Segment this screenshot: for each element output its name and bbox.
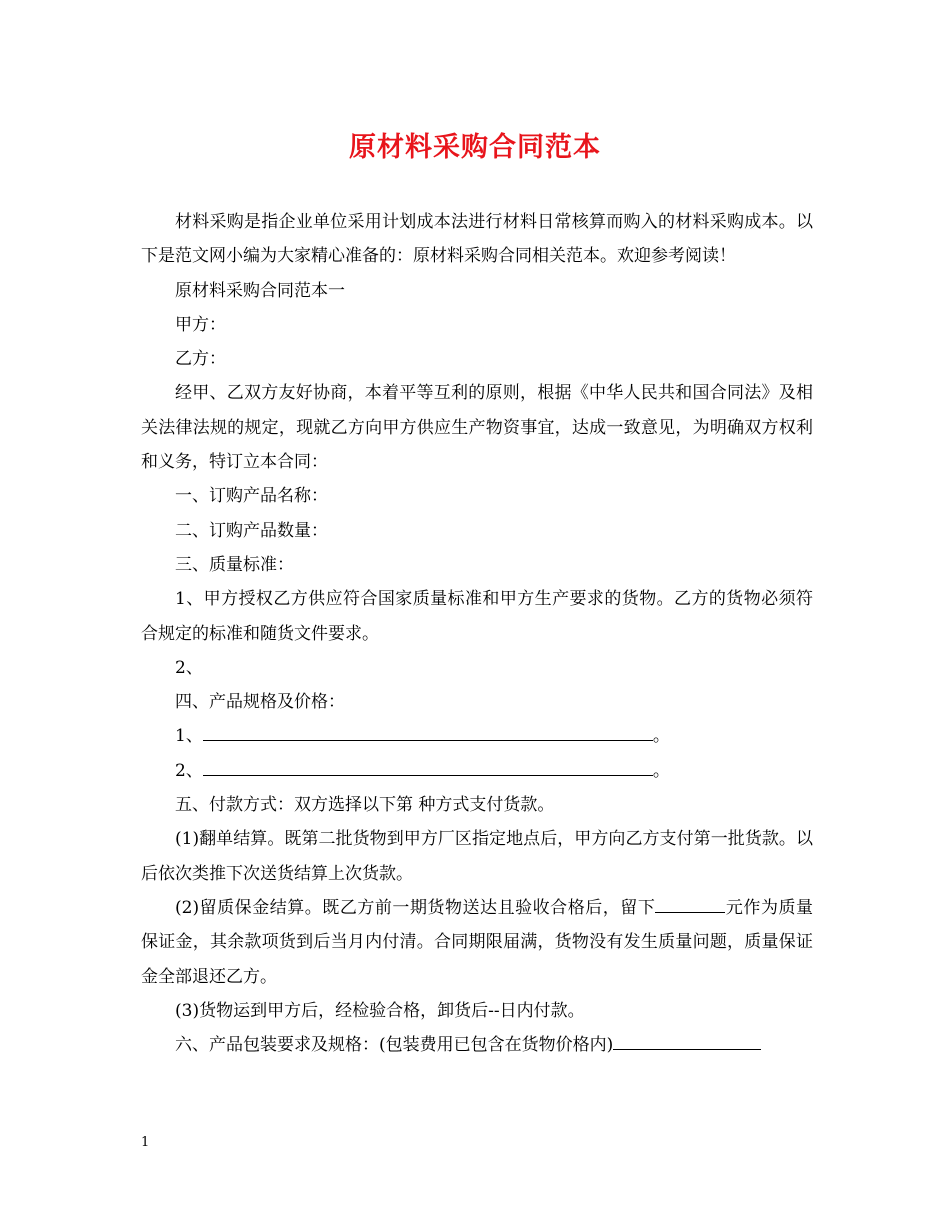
quality-standard-clause: 三、质量标准： bbox=[175, 554, 294, 575]
payment-option-2-text-b: 元作为质量保证金，其余款项货到后当月内付清。合同期限届满，货物没有发生质量问题，质量保证金全部退还乙方。 bbox=[141, 897, 814, 987]
spec-line-2-blank bbox=[203, 756, 653, 776]
page-number: 1 bbox=[141, 1135, 150, 1150]
document-title: 原材料采购合同范本 bbox=[349, 132, 601, 163]
spec-line-2-prefix: 2、 bbox=[175, 760, 203, 781]
packaging-blank bbox=[613, 1030, 761, 1050]
payment-option-1: (1)翻单结算。既第二批货物到甲方厂区指定地点后，甲方向乙方支付第一批货款。以后依次类推下次送货结算上次货款。 bbox=[141, 829, 813, 884]
spec-line-1 bbox=[141, 719, 813, 753]
quality-item-1: 1、甲方授权乙方供应符合国家质量标准和甲方生产要求的货物。乙方的货物必须符合规定的标准和随货文件要求。 bbox=[141, 589, 813, 644]
spec-price-clause: 四、产品规格及价格： bbox=[175, 692, 345, 713]
packaging-clause bbox=[141, 1028, 813, 1062]
document-body bbox=[141, 205, 813, 1062]
contract-heading: 原材料采购合同范本一 bbox=[175, 280, 345, 301]
preamble-paragraph: 经甲、乙双方友好协商，本着平等互利的原则，根据《中华人民共和国合同法》及相关法律法规的规定，现就乙方向甲方供应生产物资事宜，达成一致意见，为明确双方权利和义务，特订立本合同： bbox=[141, 383, 813, 473]
spec-line-1-prefix: 1、 bbox=[175, 726, 203, 747]
payment-method-clause: 五、付款方式：双方选择以下第 种方式支付货款。 bbox=[175, 795, 555, 816]
quality-item-2: 2、 bbox=[175, 657, 203, 678]
spec-line-2 bbox=[141, 754, 813, 788]
payment-option-3: (3)货物运到甲方后，经检验合格，卸货后--日内付款。 bbox=[175, 1000, 585, 1021]
spec-line-1-suffix: 。 bbox=[652, 726, 670, 747]
product-name-clause: 一、订购产品名称： bbox=[175, 486, 328, 507]
intro-paragraph: 材料采购是指企业单位采用计划成本法进行材料日常核算而购入的材料采购成本。以下是范文网小编为大家精心准备的：原材料采购合同相关范本。欢迎参考阅读！ bbox=[141, 212, 813, 267]
packaging-clause-text: 六、产品包装要求及规格：(包装费用已包含在货物价格内) bbox=[175, 1035, 614, 1056]
party-a-line: 甲方： bbox=[175, 314, 226, 335]
payment-option-2-text-a: (2)留质保金结算。既乙方前一期货物送达且验收合格后，留下 bbox=[175, 897, 656, 918]
product-quantity-clause: 二、订购产品数量： bbox=[175, 520, 328, 541]
deposit-amount-blank bbox=[655, 893, 725, 913]
spec-line-2-suffix: 。 bbox=[652, 760, 670, 781]
party-b-line: 乙方： bbox=[175, 349, 226, 370]
payment-option-2 bbox=[141, 891, 813, 994]
spec-line-1-blank bbox=[203, 722, 653, 742]
